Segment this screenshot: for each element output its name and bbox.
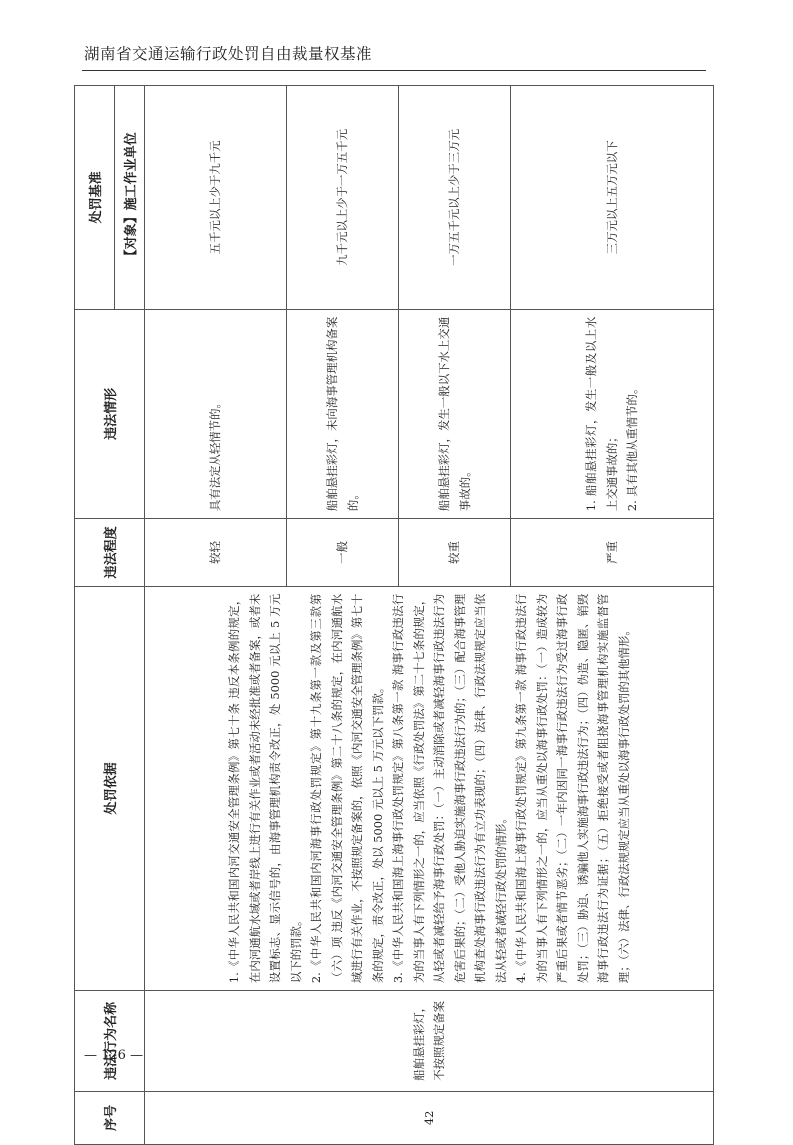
rotated-table-frame: [74, 85, 714, 1145]
circumstance-line: 2. 具有其他从重情节的。: [625, 382, 640, 512]
running-header: 湖南省交通运输行政处罚自由裁量权基准: [84, 45, 373, 63]
row-seq: 42: [145, 1091, 714, 1144]
standard-heavier: 一万五千元以上少于三万元: [399, 86, 511, 310]
basis-clause: 4.《中华人民共和国海上海事行政处罚规定》第九条第一款 海事行政违法行为的当事人有下列情形之一的，应当从重处以海事行政处罚：（一）造成较为严重后果或者情节恶劣；（二）一年内因同一海事行政违法行为受过海事行政处罚；（三）胁迫、诱骗他人实施海事行政违法行为；（四）伪造、隐匿、销毁海事行政违法行为证据；（五）拒绝接受或者阻挠海事管理机构实施监督管理；（六）法律、行政法规规定应当从重处以海事行政处罚的其他情形。: [514, 593, 631, 984]
circumstance-line: 1. 船舶悬挂彩灯，发生一般及以上水上交通事故的；: [584, 316, 619, 512]
basis-clause: 1.《中华人民共和国内河交通安全管理条例》第七十条 违反本条例的规定，在内河通航水域或者岸线上进行有关作业或者活动未经批准或者备案，或者未设置标志、显示信号的，由海事管理机构责令改正，处 5000 元以上 5 万元以下的罚款。: [227, 593, 303, 984]
standard-severe: 三万元以上五万元以下: [511, 86, 714, 310]
row-violation-name: 船舶悬挂彩灯，不按照规定备案: [145, 991, 714, 1092]
degree-general: 一般: [287, 519, 399, 587]
standard-light: 五千元以上少于九千元: [145, 86, 287, 310]
basis-clause: 2.《中华人民共和国内河海事行政处罚规定》第十九条第一款及第三款第（六）项 违反《内河交通安全管理条例》第二十八条的规定，在内河通航水域进行有关作业，不按照规定备案的，依照《内河交通安全管理条例》第七十条的规定，责令改正，处以 5000 元以上 5 万元以下罚款。: [309, 593, 385, 984]
header-divider: [82, 70, 706, 71]
degree-heavier: 较重: [399, 519, 511, 587]
circumstance-general: 船舶悬挂彩灯，未向海事管理机构备案的。: [287, 309, 399, 518]
header-degree: 违法程度: [75, 519, 145, 587]
basis-clause: 3.《中华人民共和国海上海事行政处罚规定》第八条第一款 海事行政违法行为的当事人有下列情形之一的，应当依照《行政处罚法》第二十七条的规定，从轻或者减轻给予海事行政处罚：（一）主动消除或者减轻海事行政违法行为危害后果的；（二）受他人胁迫实施海事行政违法行为的；（三）配合海事管理机构查处海事行政违法行为有立功表现的；（四）法律、行政法规规定应当依法从轻或者减轻行政处罚的情形。: [391, 593, 508, 984]
circumstance-severe: [511, 309, 714, 518]
penalty-standard-table: [74, 85, 714, 1145]
degree-light: 较轻: [145, 519, 287, 587]
header-seq: 序号: [75, 1091, 145, 1144]
circumstance-light: 具有法定从轻情节的。: [145, 309, 287, 518]
header-basis: 处罚依据: [75, 586, 145, 990]
circumstance-heavier: 船舶悬挂彩灯，发生一般以下水上交通事故的。: [399, 309, 511, 518]
header-circumstance: 违法情形: [75, 309, 145, 518]
header-standard-object: 【对象】施工作业单位: [115, 86, 145, 310]
row-basis: [145, 586, 714, 990]
page-number: — 126 —: [84, 1048, 144, 1063]
header-standard: 处罚基准: [75, 86, 115, 310]
degree-severe: 严重: [511, 519, 714, 587]
standard-general: 九千元以上少于一万五千元: [287, 86, 399, 310]
header-violation-name: 违法行为名称: [75, 991, 145, 1092]
